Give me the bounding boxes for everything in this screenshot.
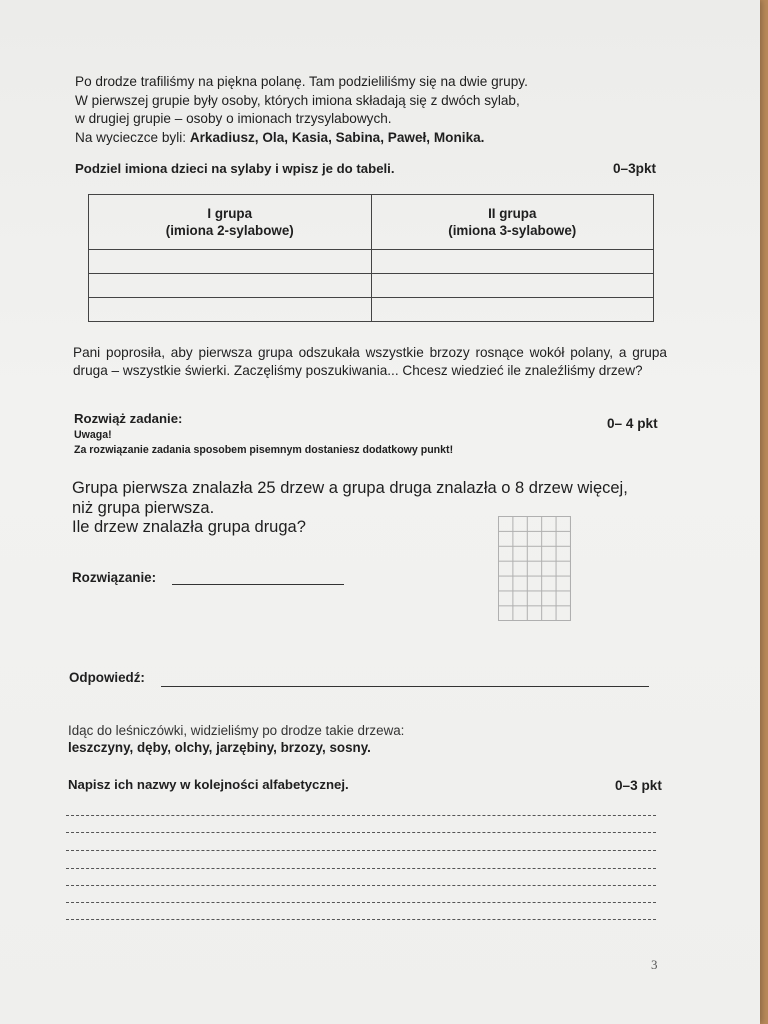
writing-line[interactable] [66,885,656,886]
table-cell[interactable] [371,298,654,322]
solution-label: Rozwiązanie: [72,570,157,585]
intro-line-4 [75,129,635,148]
writing-line[interactable] [66,902,656,903]
story-paragraph: Pani poprosiła, aby pierwsza grupa odszukała wszystkie brzozy rosnące wokół polany, a grupa druga – wszystkie świerki. Zaczęliśmy poszukiwania... Chcesz wiedzieć ile znaleźliśmy drzew? [73,345,667,378]
names-list: Arkadiusz, Ola, Kasia, Sabina, Paweł, Monika. [189,129,485,145]
intro-line-4-prefix: Na wycieczce byli: [75,129,190,145]
page-number: 3 [651,957,658,972]
table-header-group-2 [371,195,654,250]
task3-instruction: Napisz ich nazwy w kolejności alfabetycznej. [68,777,349,792]
table-row [89,274,654,298]
solution-answer-line[interactable] [172,584,344,585]
problem-line-2: niż grupa pierwsza. [72,498,215,517]
task2-instruction: Rozwiąż zadanie: [74,411,183,426]
syllable-table [88,194,654,322]
table-cell[interactable] [371,250,654,274]
table-row [89,298,654,322]
table-cell[interactable] [89,274,372,298]
task1-points: 0–3pkt [613,161,657,176]
trees-list: leszczyny, dęby, olchy, jarzębiny, brzozy, sosny. [68,740,371,755]
table-cell[interactable] [89,298,372,322]
note-text: Za rozwiązanie zadania sposobem pisemnym dostaniesz dodatkowy punkt! [74,444,454,456]
writing-line[interactable] [66,919,656,920]
problem-line-1: Grupa pierwsza znalazła 25 drzew a grupa druga znalazła o 8 drzew więcej, [72,479,628,497]
answer-line[interactable] [161,686,649,687]
problem-line-3: Ile drzew znalazła grupa druga? [72,518,306,536]
task3-points: 0–3 pkt [615,778,662,793]
word-problem [72,479,672,538]
calculation-grid[interactable] [498,516,571,621]
intro-line-1: Po drodze trafiliśmy na piękna polanę. Tam podzieliliśmy się na dwie grupy. [75,74,528,89]
table-row [89,250,654,274]
table-header-group-1 [89,195,372,250]
group-2-subtitle: (imiona 3-sylabowe) [448,223,577,238]
intro-line-3: w drugiej grupie – osoby o imionach trzysylabowych. [75,111,392,126]
trees-intro: Idąc do leśniczówki, widzieliśmy po drodze takie drzewa: [68,723,405,738]
group-1-title: I grupa [207,206,253,221]
answer-label: Odpowiedź: [69,670,145,685]
task1-instruction: Podziel imiona dzieci na sylaby i wpisz je do tabeli. [75,161,395,176]
group-1-subtitle: (imiona 2-sylabowe) [165,223,294,238]
writing-line[interactable] [66,850,656,851]
group-2-title: II grupa [488,206,537,221]
task2-points: 0– 4 pkt [607,416,658,431]
writing-line[interactable] [66,815,656,816]
table-cell[interactable] [371,274,654,298]
writing-line[interactable] [66,832,656,833]
table-cell[interactable] [89,250,372,274]
intro-paragraph [75,73,635,147]
note-title: Uwaga! [74,429,112,441]
intro-line-2: W pierwszej grupie były osoby, których imiona składają się z dwóch sylab, [75,92,520,108]
writing-line[interactable] [66,868,656,869]
